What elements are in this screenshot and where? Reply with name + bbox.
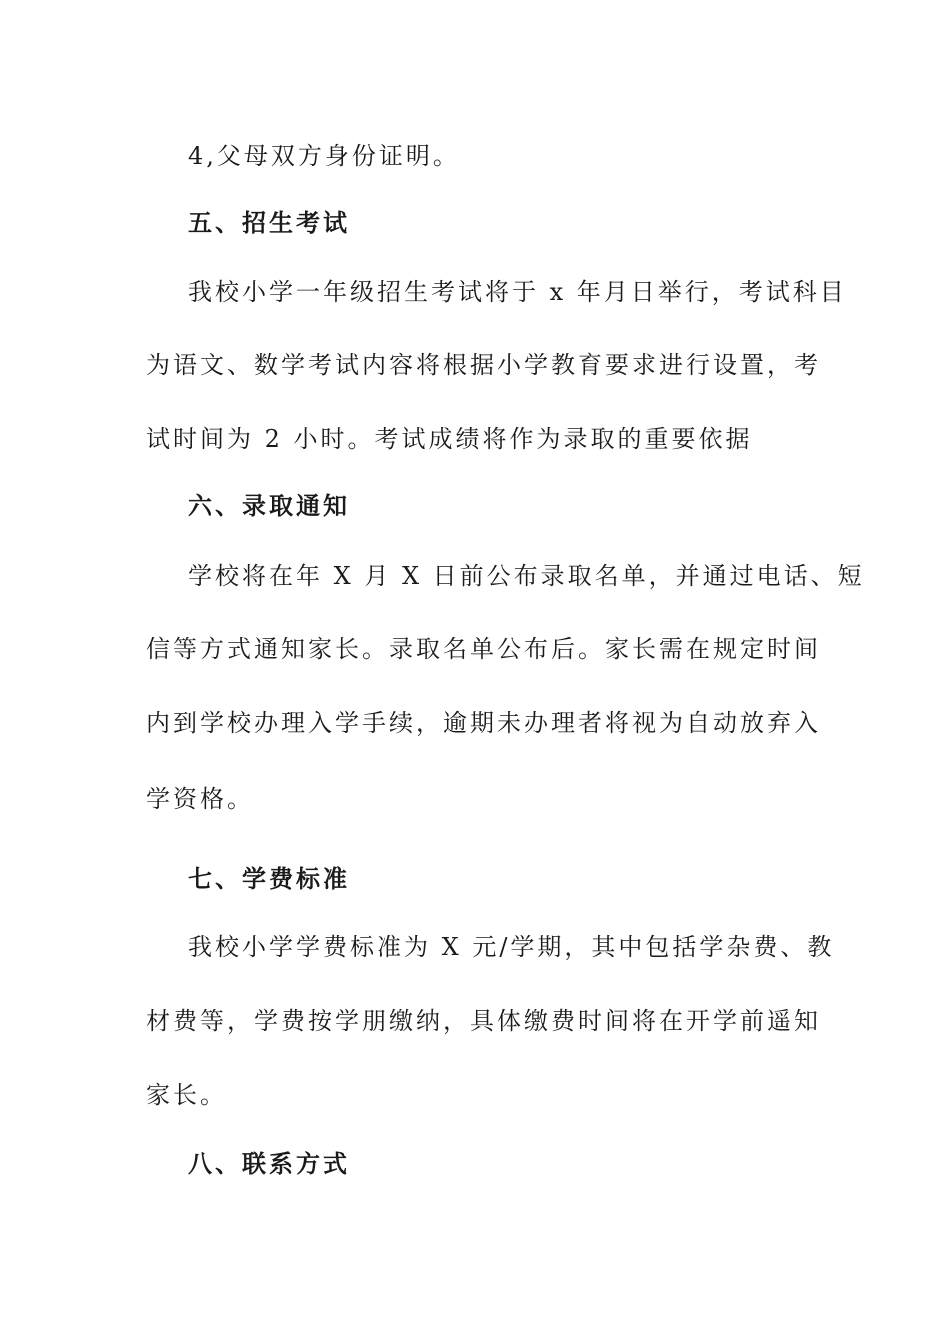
list-item-parent-id: 4,父母双方身份证明。 bbox=[188, 142, 460, 170]
paragraph-line: 内到学校办理入学手续，逾期未办理者将视为自动放弃入 bbox=[146, 709, 821, 737]
paragraph-line: 学资格。 bbox=[146, 785, 254, 813]
section-heading-admission-notice: 六、录取通知 bbox=[188, 492, 350, 520]
paragraph-line: 为语文、数学考试内容将根据小学教育要求进行设置，考 bbox=[146, 351, 821, 379]
paragraph-line: 材费等，学费按学朋缴纳，具体缴费时间将在开学前遥知 bbox=[146, 1007, 821, 1035]
section-heading-contact: 八、联系方式 bbox=[188, 1150, 350, 1178]
section-heading-exam: 五、招生考试 bbox=[188, 209, 350, 237]
paragraph-line: 学校将在年 X 月 X 日前公布录取名单，并通过电话、短 bbox=[188, 562, 865, 590]
paragraph-line: 我校小学学费标准为 X 元/学期，其中包括学杂费、教 bbox=[188, 933, 835, 961]
paragraph-line: 家长。 bbox=[146, 1081, 227, 1109]
section-heading-tuition: 七、学费标准 bbox=[188, 865, 350, 893]
paragraph-line: 我校小学一年级招生考试将于 x 年月日举行，考试科目 bbox=[188, 278, 847, 306]
paragraph-line: 试时间为 2 小时。考试成绩将作为录取的重要依据 bbox=[146, 425, 753, 453]
paragraph-line: 信等方式通知家长。录取名单公布后。家长需在规定时间 bbox=[146, 635, 821, 663]
